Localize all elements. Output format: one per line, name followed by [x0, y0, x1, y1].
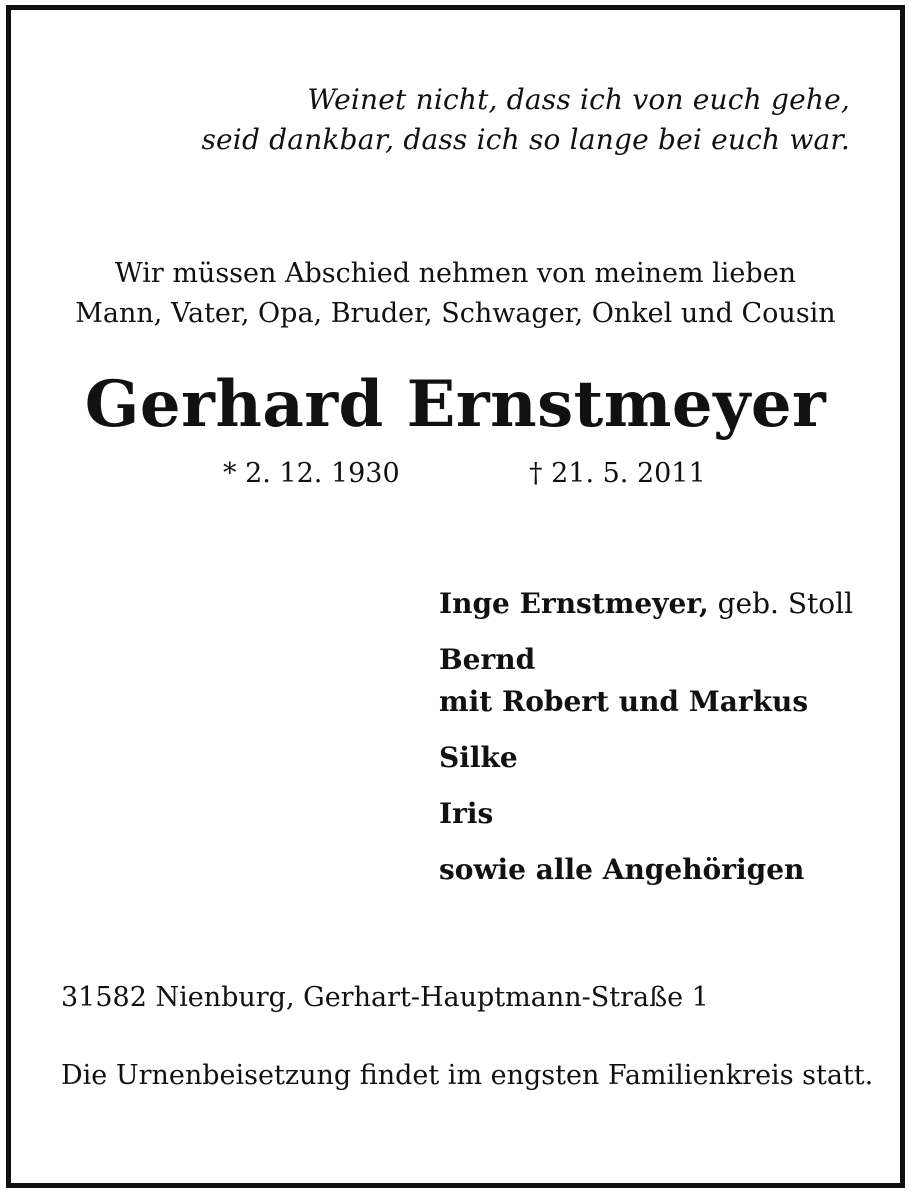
birth-date: * 2. 12. 1930	[223, 458, 400, 489]
mourner-son	[439, 639, 853, 723]
obituary-frame	[6, 5, 905, 1188]
deceased-name: Gerhard Ernstmeyer	[84, 367, 827, 442]
intro-line-1: Wir müssen Abschied nehmen von meinem lieben	[114, 258, 797, 289]
mourner-wife	[439, 583, 853, 625]
mourner-daughter-1: Silke	[439, 741, 518, 774]
son-children: mit Robert und Markus	[439, 685, 809, 718]
mourner-daughter-2: Iris	[439, 797, 494, 830]
intro-line-2: Mann, Vater, Opa, Bruder, Schwager, Onkel und Cousin	[75, 298, 836, 329]
wife-name: Inge Ernstmeyer,	[439, 587, 709, 620]
mourners-list	[439, 583, 853, 905]
quote	[201, 80, 850, 160]
mourner-others: sowie alle Angehörigen	[439, 853, 805, 886]
burial-notice: Die Urnenbeisetzung findet im engsten Familienkreis statt.	[61, 1060, 874, 1091]
wife-maiden-name: geb. Stoll	[708, 587, 854, 620]
quote-line-2: seid dankbar, dass ich so lange bei euch war.	[201, 123, 850, 156]
death-date: † 21. 5. 2011	[529, 458, 706, 489]
address: 31582 Nienburg, Gerhart-Hauptmann-Straße 1	[61, 982, 709, 1013]
son-name: Bernd	[439, 643, 536, 676]
intro-text	[11, 254, 900, 334]
quote-line-1: Weinet nicht, dass ich von euch gehe,	[307, 83, 850, 116]
